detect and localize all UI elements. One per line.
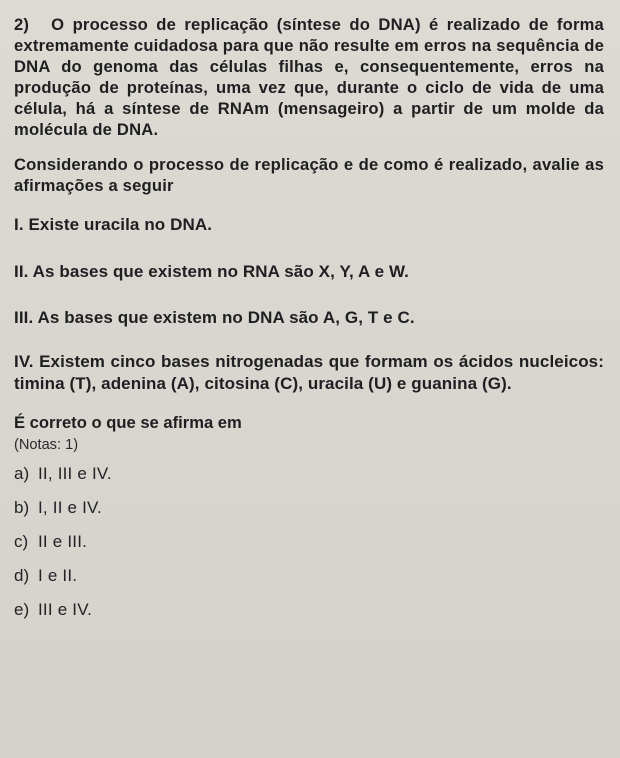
option-letter: c): [14, 532, 29, 551]
option-text: I, II e IV.: [38, 498, 102, 517]
notes-label: (Notas: 1): [14, 437, 79, 453]
option-b[interactable]: [14, 498, 604, 532]
statement-iii: III. As bases que existem no DNA são A, G, T e C.: [14, 308, 415, 327]
option-d[interactable]: [14, 566, 604, 600]
answer-prompt: É correto o que se afirma em: [14, 413, 242, 432]
option-letter: a): [14, 464, 30, 483]
option-c[interactable]: [14, 532, 604, 566]
option-letter: e): [14, 600, 30, 619]
option-letter: d): [14, 566, 30, 585]
option-e[interactable]: [14, 600, 604, 634]
question-instruction: Considerando o processo de replicação e de como é realizado, avalie as afirmações a seguir: [14, 155, 604, 195]
question-stem: [14, 14, 604, 140]
option-text: II e III.: [38, 532, 88, 551]
option-a[interactable]: [14, 464, 604, 498]
question-stem-intro: O processo de replicação (síntese do DNA) é realizado de forma extremamente cuidadosa para que não resulte em erros na sequência de DNA do genoma das células filhas e, consequentemente, erros na produção de proteínas, uma vez que, durante o ciclo de vida de uma célula, há a síntese de RNAm (mensageiro) a partir de um molde da molécula de DNA.: [14, 15, 604, 139]
statement-i: I. Existe uracila no DNA.: [14, 215, 213, 234]
option-text: III e IV.: [38, 600, 93, 619]
answer-options: [14, 464, 604, 634]
option-text: II, III e IV.: [38, 464, 112, 483]
option-text: I e II.: [38, 566, 78, 585]
statement-ii: II. As bases que existem no RNA são X, Y, A e W.: [14, 262, 409, 281]
option-letter: b): [14, 498, 30, 517]
question-number: 2): [14, 15, 30, 34]
statement-iv: IV. Existem cinco bases nitrogenadas que formam os ácidos nucleicos: timina (T), adenina (A), citosina (C), uracila (U) e guanina (G).: [14, 352, 604, 393]
